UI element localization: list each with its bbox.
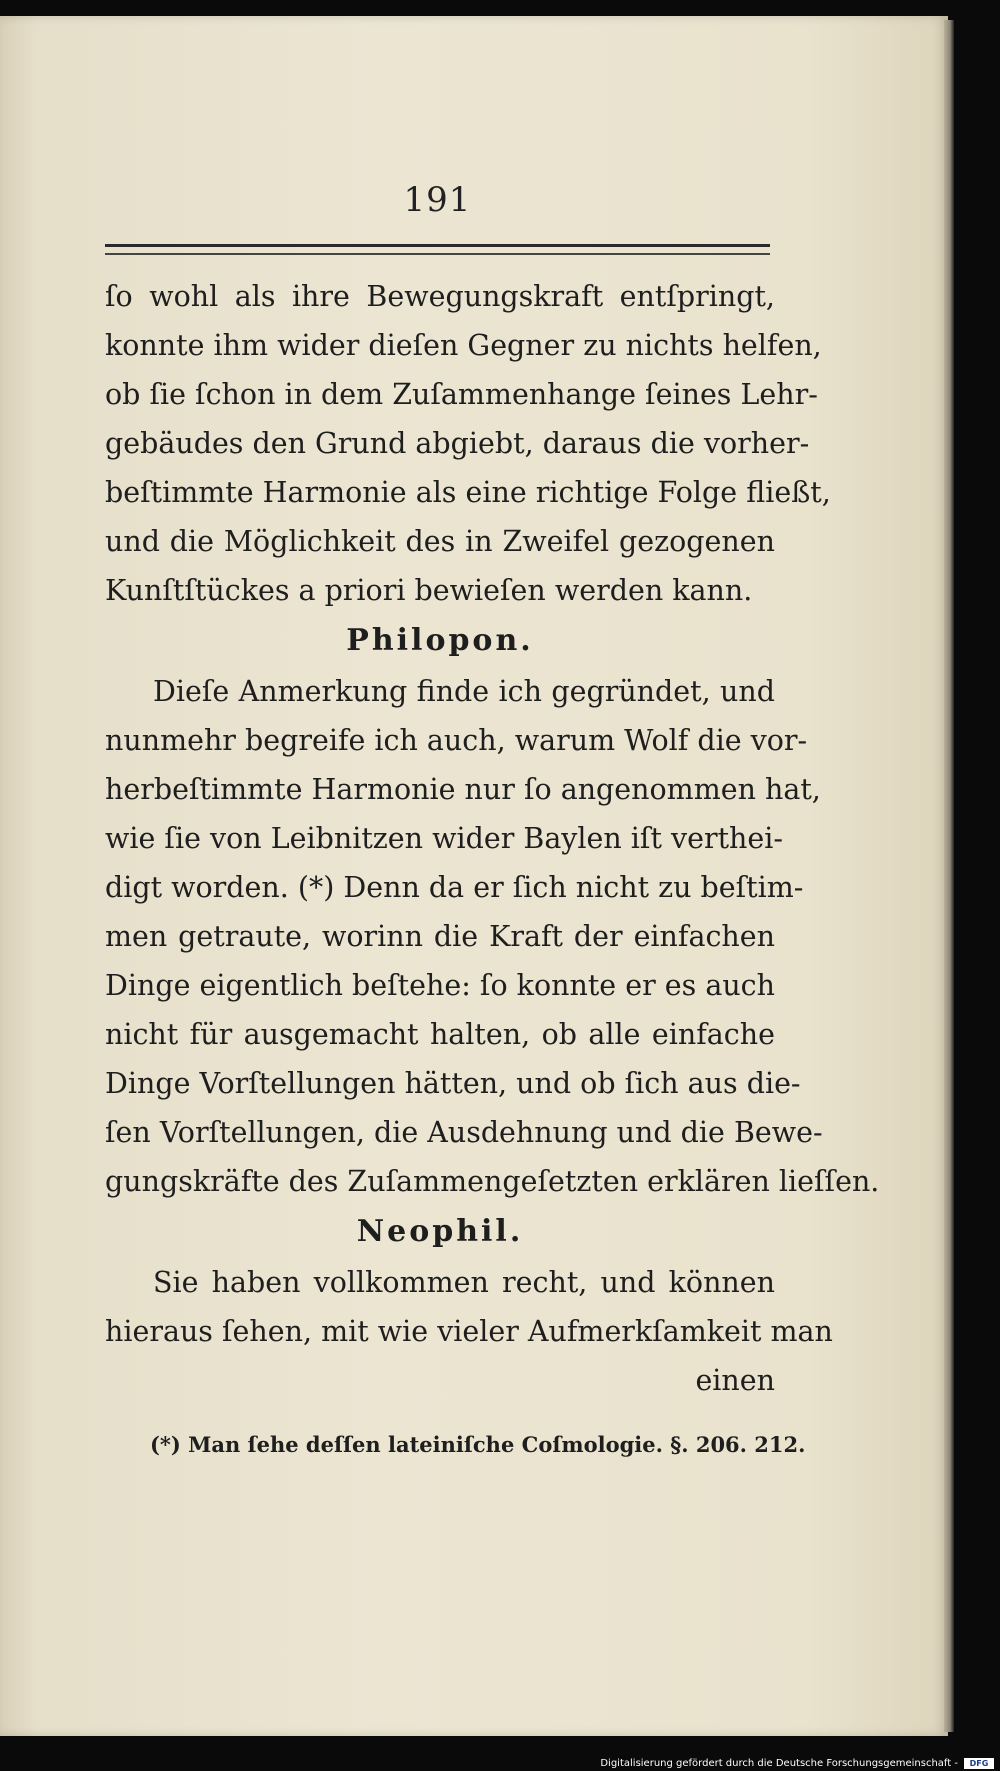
digitization-note: Digitalisierung gefördert durch die Deutsche Forschungsgemeinschaft - (600, 1758, 958, 1769)
page-body (105, 272, 880, 1405)
text-line: Kunſtſtückes a priori bewieſen werden kann. (105, 574, 753, 607)
text-line: men getraute, worinn die Kraft der einfachen (105, 920, 775, 953)
page-edge (944, 20, 954, 1732)
speaker-heading: Philopon. (346, 623, 534, 658)
text-line: ſen Vorſtellungen, die Ausdehnung und die Bewe- (105, 1116, 823, 1149)
page-number: 191 (403, 180, 472, 220)
footnote: (*) Man ſehe deſſen lateiniſche Coſmologie. §. 206. 212. (150, 1432, 806, 1457)
text-line: gebäudes den Grund abgiebt, daraus die vorher- (105, 427, 810, 460)
text-line: gungskräfte des Zuſammengeſetzten erklären lieſſen. (105, 1165, 880, 1198)
text-line: beſtimmte Harmonie als eine richtige Folge fließt, (105, 476, 831, 509)
text-line: Dinge eigentlich beſtehe: ſo konnte er es auch (105, 969, 775, 1002)
text-line: nunmehr begreife ich auch, warum Wolf die vor- (105, 724, 808, 757)
text-line: ſo wohl als ihre Bewegungskraft entſpringt, (105, 280, 775, 313)
text-line: konnte ihm wider dieſen Gegner zu nichts helfen, (105, 329, 822, 362)
header-rule (105, 244, 770, 255)
text-line: digt worden. (*) Denn da er ſich nicht zu beſtim- (105, 871, 804, 904)
catchword: einen (695, 1364, 775, 1397)
text-line: herbeſtimmte Harmonie nur ſo angenommen hat, (105, 773, 821, 806)
text-line: Dinge Vorſtellungen hätten, und ob ſich aus die- (105, 1067, 801, 1100)
text-line: Dieſe Anmerkung finde ich gegründet, und (153, 675, 775, 708)
speaker-heading: Neophil. (356, 1214, 524, 1249)
text-line: hieraus ſehen, mit wie vieler Aufmerkſamkeit man (105, 1315, 833, 1348)
text-line: und die Möglichkeit des in Zweifel gezogenen (105, 525, 775, 558)
text-line: ob ſie ſchon in dem Zuſammenhange ſeines Lehr- (105, 378, 818, 411)
text-line: wie ſie von Leibnitzen wider Baylen iſt verthei- (105, 822, 783, 855)
text-line: nicht für ausgemacht halten, ob alle einfache (105, 1018, 775, 1051)
dfg-logo: DFG (964, 1758, 994, 1769)
text-line: Sie haben vollkommen recht, und können (153, 1266, 775, 1299)
page-header (105, 180, 770, 220)
